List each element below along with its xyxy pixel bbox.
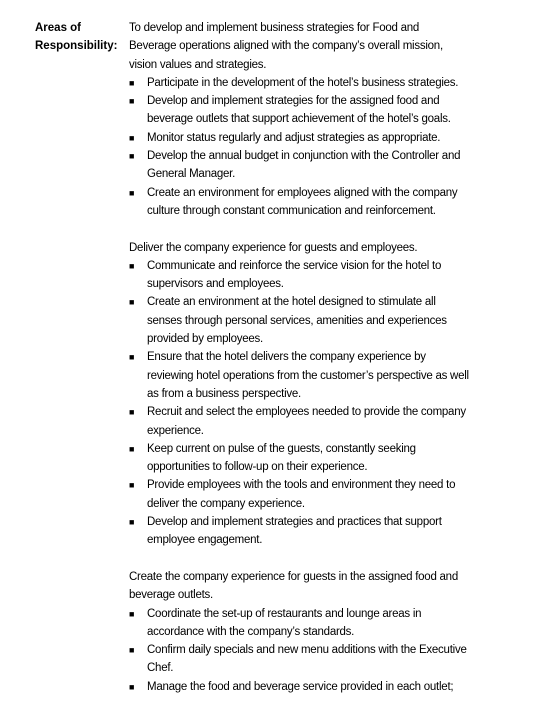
list-item-text: Ensure that the hotel delivers the company experience by reviewing hotel operations from the customer’s perspective as well as from a business perspective. [147,351,469,400]
list-item-text: Create an environment for employees aligned with the company culture through constant communication and reinforcement. [147,186,458,217]
bullet-icon: ■ [129,681,135,692]
bullet-icon: ■ [129,151,135,162]
list-item [129,641,469,678]
bullet-icon: ■ [129,77,135,88]
responsibility-section-experience [129,239,469,550]
bullet-icon: ■ [129,517,135,528]
list-item [129,257,469,294]
list-item-text: Create an environment at the hotel designed to stimulate all senses through personal services, amenities and experiences provided by employees. [147,296,447,346]
bullet-icon: ■ [129,443,135,454]
list-item-text: Confirm daily specials and new menu additions with the Executive Chef. [147,644,467,675]
bullet-icon: ■ [129,645,135,656]
responsibilities-content [129,19,469,714]
list-item [129,476,469,513]
list-item [129,605,469,642]
responsibility-section-strategy [129,19,469,220]
bullet-icon: ■ [129,407,135,418]
bullet-list [129,257,469,550]
list-item [129,348,469,403]
list-item-text: Monitor status regularly and adjust strategies as appropriate. [147,131,441,144]
bullet-list [129,74,469,220]
bullet-icon: ■ [129,352,135,363]
list-item-text: Provide employees with the tools and environment they need to deliver the company experience. [147,479,456,510]
bullet-icon: ■ [129,260,135,271]
list-item [129,74,469,92]
list-item-text: Communicate and reinforce the service vision for the hotel to supervisors and employees. [147,259,442,291]
section-intro: To develop and implement business strategies for Food and Beverage operations aligned with the company’s overall mission, vision values and strategies. [129,22,443,71]
list-item [129,92,469,129]
list-item [129,293,469,348]
bullet-icon: ■ [129,608,135,619]
bullet-icon: ■ [129,132,135,143]
list-item [129,129,469,147]
section-label [35,19,125,56]
list-item [129,147,469,184]
label-line-2: Responsibility: [35,40,118,53]
list-item [129,513,469,550]
section-intro: Create the company experience for guests in the assigned food and beverage outlets. [129,570,458,602]
bullet-icon: ■ [129,480,135,491]
list-item-text: Develop and implement strategies and practices that support employee engagement. [147,516,442,547]
list-item-text: Participate in the development of the hotel’s business strategies. [147,76,459,89]
list-item [129,678,469,696]
bullet-icon: ■ [129,297,135,308]
list-item-text: Manage the food and beverage service provided in each outlet; [147,680,454,693]
list-item [129,184,469,221]
list-item [129,440,469,477]
bullet-icon: ■ [129,96,135,107]
responsibility-section-outlets [129,568,469,696]
list-item-text: Develop the annual budget in conjunction with the Controller and General Manager. [147,150,461,181]
list-item [129,403,469,440]
bullet-icon: ■ [129,187,135,198]
list-item-text: Coordinate the set-up of restaurants and lounge areas in accordance with the company’s standards. [147,607,422,638]
bullet-list [129,605,469,696]
section-intro: Deliver the company experience for guests and employees. [129,241,418,254]
list-item-text: Recruit and select the employees needed to provide the company experience. [147,406,466,437]
list-item-text: Develop and implement strategies for the assigned food and beverage outlets that support achievement of the hotel’s goals. [147,95,451,126]
list-item-text: Keep current on pulse of the guests, constantly seeking opportunities to follow-up on their experience. [147,442,416,474]
label-line-1: Areas of [35,22,82,34]
